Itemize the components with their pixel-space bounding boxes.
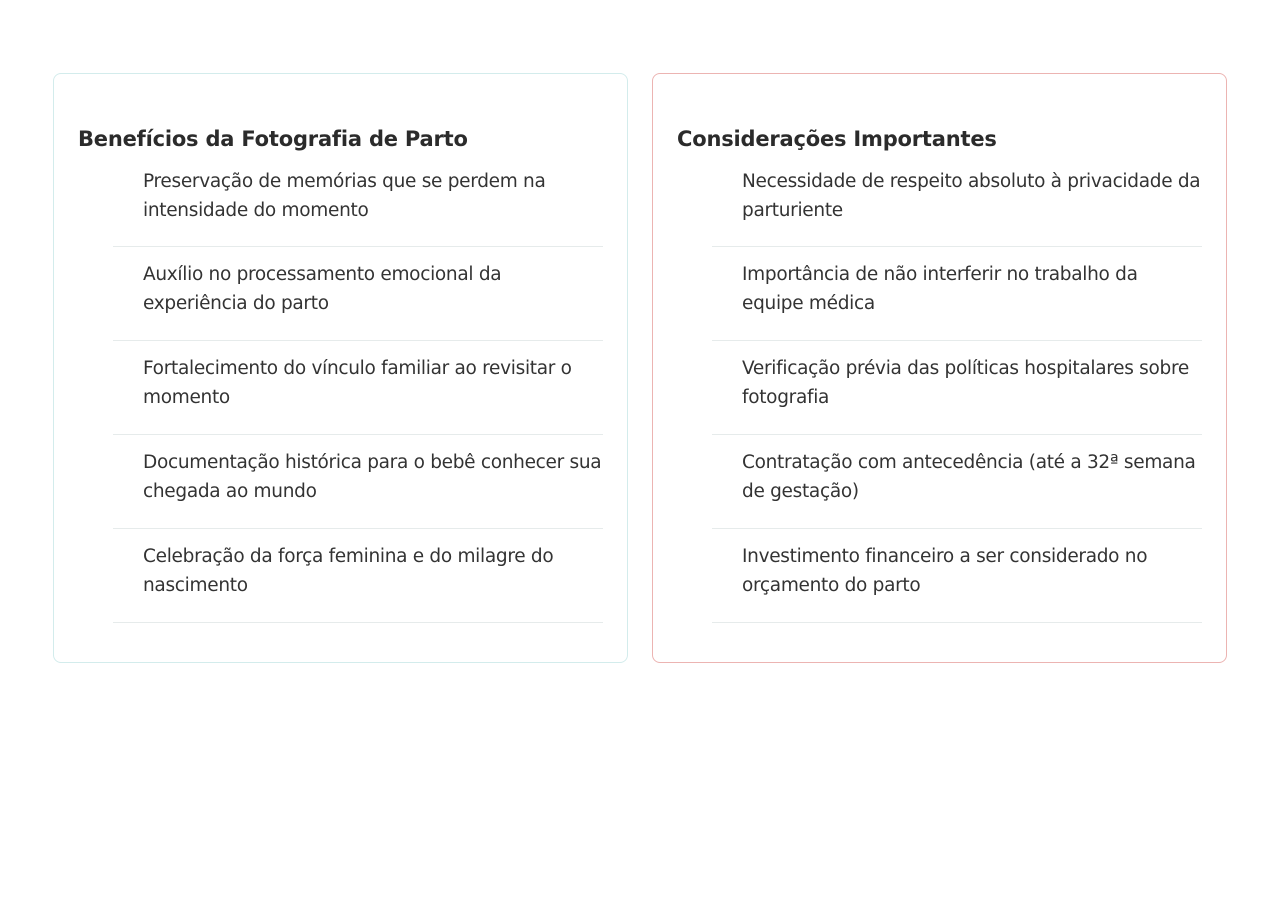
benefits-list-item: Celebração da força feminina e do milagre do nascimento bbox=[113, 529, 603, 623]
considerations-list-item: Contratação com antecedência (até a 32ª semana de gestação) bbox=[712, 435, 1202, 529]
benefits-title: Benefícios da Fotografia de Parto bbox=[78, 127, 468, 151]
considerations-card bbox=[652, 73, 1227, 663]
two-column-layout bbox=[53, 73, 1228, 663]
considerations-list-item: Verificação prévia das políticas hospitalares sobre fotografia bbox=[712, 341, 1202, 435]
benefits-list bbox=[113, 168, 603, 623]
considerations-list bbox=[712, 168, 1202, 623]
benefits-list-item: Fortalecimento do vínculo familiar ao revisitar o momento bbox=[113, 341, 603, 435]
considerations-list-item: Importância de não interferir no trabalho da equipe médica bbox=[712, 247, 1202, 341]
benefits-list-item: Auxílio no processamento emocional da experiência do parto bbox=[113, 247, 603, 341]
benefits-list-item: Preservação de memórias que se perdem na intensidade do momento bbox=[113, 168, 603, 247]
considerations-title: Considerações Importantes bbox=[677, 127, 997, 151]
considerations-list-item: Investimento financeiro a ser considerado no orçamento do parto bbox=[712, 529, 1202, 623]
benefits-card bbox=[53, 73, 628, 663]
benefits-list-item: Documentação histórica para o bebê conhecer sua chegada ao mundo bbox=[113, 435, 603, 529]
considerations-list-item: Necessidade de respeito absoluto à privacidade da parturiente bbox=[712, 168, 1202, 247]
